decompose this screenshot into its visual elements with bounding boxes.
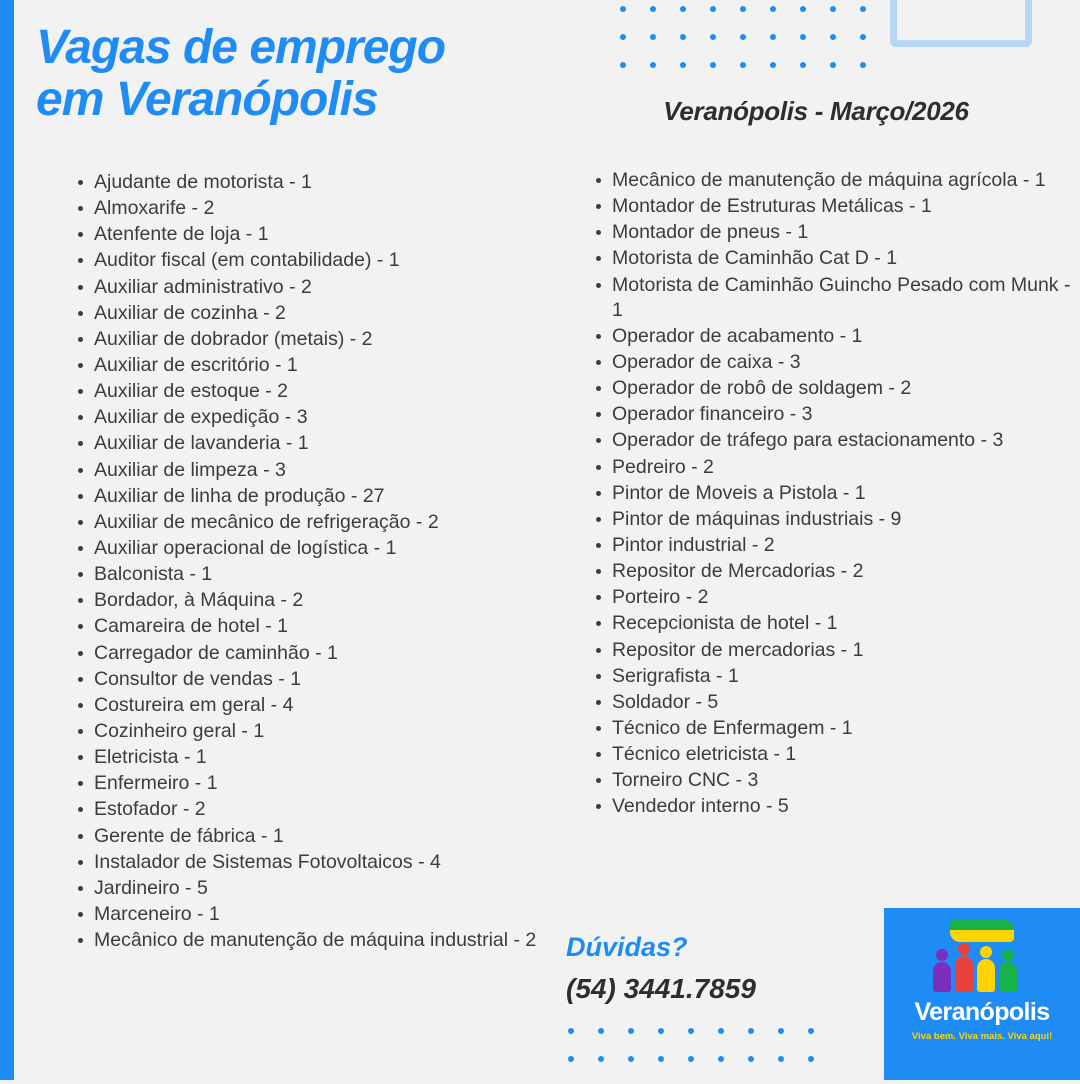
- job-list-item: Operador de tráfego para estacionamento - 3: [596, 428, 1080, 453]
- dot: [568, 1028, 574, 1034]
- dot: [628, 1056, 634, 1062]
- left-accent-bar: [0, 0, 14, 1080]
- decorative-bracket-shape: [890, 0, 1032, 47]
- flag-icon: [950, 920, 1014, 942]
- subtitle: Veranópolis - Março/2026: [663, 96, 969, 126]
- job-list-item: Balconista - 1: [78, 562, 568, 587]
- dot: [748, 1028, 754, 1034]
- dot: [740, 34, 746, 40]
- dot: [628, 1028, 634, 1034]
- dot: [800, 6, 806, 12]
- job-list-item: Auxiliar de cozinha - 2: [78, 301, 568, 326]
- job-list-item: Auxiliar de expedição - 3: [78, 405, 568, 430]
- dot: [808, 1056, 814, 1062]
- job-list-item: Cozinheiro geral - 1: [78, 719, 568, 744]
- dot: [748, 1056, 754, 1062]
- job-list-item: Técnico eletricista - 1: [596, 742, 1080, 767]
- dot: [680, 6, 686, 12]
- page-title-line-1: Vagas de emprego: [36, 21, 446, 74]
- dot: [688, 1056, 694, 1062]
- job-list-item: Operador de caixa - 3: [596, 350, 1080, 375]
- job-list-item: Consultor de vendas - 1: [78, 667, 568, 692]
- job-list-item: Montador de Estruturas Metálicas - 1: [596, 194, 1080, 219]
- dot: [710, 62, 716, 68]
- job-list-item: Pintor de máquinas industriais - 9: [596, 507, 1080, 532]
- job-list-item: Almoxarife - 2: [78, 196, 568, 221]
- dot: [800, 34, 806, 40]
- job-list-item: Repositor de mercadorias - 1: [596, 638, 1080, 663]
- job-list-item: Porteiro - 2: [596, 585, 1080, 610]
- dot: [658, 1028, 664, 1034]
- decorative-dot-grid-bottom: [568, 1028, 838, 1084]
- dot: [680, 34, 686, 40]
- job-list-item: Carregador de caminhão - 1: [78, 641, 568, 666]
- contact-block: [566, 932, 756, 1005]
- contact-phone: (54) 3441.7859: [566, 973, 756, 1004]
- dot: [770, 6, 776, 12]
- dot: [778, 1028, 784, 1034]
- page-title-line-2: em Veranópolis: [36, 72, 378, 126]
- dot: [598, 1028, 604, 1034]
- dot: [620, 6, 626, 12]
- logo-tagline: Viva bem. Viva mais. Viva aqui!: [911, 1031, 1053, 1042]
- job-list-item: Vendedor interno - 5: [596, 794, 1080, 819]
- person-figure-icon: [933, 962, 951, 992]
- job-list-item: Motorista de Caminhão Cat D - 1: [596, 246, 1080, 271]
- logo-mark-icon: [884, 908, 1080, 996]
- job-list-item: Soldador - 5: [596, 690, 1080, 715]
- job-list-item: Auxiliar de linha de produção - 27: [78, 484, 568, 509]
- job-list-item: Recepcionista de hotel - 1: [596, 611, 1080, 636]
- job-list-item: Auxiliar de limpeza - 3: [78, 458, 568, 483]
- job-list-left-column: [52, 170, 568, 954]
- job-list-item: Camareira de hotel - 1: [78, 614, 568, 639]
- job-list-item: Montador de pneus - 1: [596, 220, 1080, 245]
- dot: [770, 34, 776, 40]
- dot: [650, 34, 656, 40]
- dot: [830, 62, 836, 68]
- job-list-item: Auxiliar de dobrador (metais) - 2: [78, 327, 568, 352]
- logo-name: Veranópolis: [914, 998, 1050, 1026]
- job-list-item: Auditor fiscal (em contabilidade) - 1: [78, 248, 568, 273]
- job-list-item: Auxiliar de mecânico de refrigeração - 2: [78, 510, 568, 535]
- job-list-item: Jardineiro - 5: [78, 876, 568, 901]
- dot: [740, 6, 746, 12]
- job-list-item: Auxiliar de lavanderia - 1: [78, 431, 568, 456]
- dot: [650, 6, 656, 12]
- dot: [860, 6, 866, 12]
- job-list-item: Pintor industrial - 2: [596, 533, 1080, 558]
- job-list-item: Marceneiro - 1: [78, 902, 568, 927]
- people-icon: [927, 944, 1037, 992]
- dot: [800, 62, 806, 68]
- dot: [688, 1028, 694, 1034]
- dot: [598, 1056, 604, 1062]
- job-list-item: Gerente de fábrica - 1: [78, 824, 568, 849]
- dot: [620, 62, 626, 68]
- dot: [830, 34, 836, 40]
- dot: [830, 6, 836, 12]
- person-figure-icon: [999, 962, 1017, 992]
- person-figure-icon: [977, 959, 995, 992]
- job-list-item: Motorista de Caminhão Guincho Pesado com Munk - 1: [596, 273, 1080, 323]
- dot: [680, 62, 686, 68]
- dot: [710, 6, 716, 12]
- page-title: [36, 22, 556, 126]
- dot: [770, 62, 776, 68]
- job-list-item: Eletricista - 1: [78, 745, 568, 770]
- job-list-item: Estofador - 2: [78, 797, 568, 822]
- dot: [778, 1056, 784, 1062]
- job-list-item: Repositor de Mercadorias - 2: [596, 559, 1080, 584]
- dot: [650, 62, 656, 68]
- job-list-item: Técnico de Enfermagem - 1: [596, 716, 1080, 741]
- job-list-item: Mecânico de manutenção de máquina industrial - 2: [78, 928, 568, 953]
- contact-question: Dúvidas?: [566, 932, 688, 962]
- dot: [860, 62, 866, 68]
- job-list-item: Operador financeiro - 3: [596, 402, 1080, 427]
- dot: [710, 34, 716, 40]
- dot: [718, 1028, 724, 1034]
- job-list-item: Auxiliar operacional de logística - 1: [78, 536, 568, 561]
- job-list-item: Operador de acabamento - 1: [596, 324, 1080, 349]
- dot: [718, 1056, 724, 1062]
- dot: [620, 34, 626, 40]
- job-list-item: Operador de robô de soldagem - 2: [596, 376, 1080, 401]
- job-list-item: Ajudante de motorista - 1: [78, 170, 568, 195]
- job-list-item: Torneiro CNC - 3: [596, 768, 1080, 793]
- dot: [568, 1056, 574, 1062]
- job-list-item: Pintor de Moveis a Pistola - 1: [596, 481, 1080, 506]
- job-list-item: Costureira em geral - 4: [78, 693, 568, 718]
- job-list-right-column: [570, 168, 1080, 821]
- job-list-item: Bordador, à Máquina - 2: [78, 588, 568, 613]
- job-list-item: Auxiliar de estoque - 2: [78, 379, 568, 404]
- veranopolis-logo: [884, 908, 1080, 1080]
- decorative-dot-grid-top: [620, 6, 890, 90]
- dot: [860, 34, 866, 40]
- job-list-item: Enfermeiro - 1: [78, 771, 568, 796]
- job-list-item: Mecânico de manutenção de máquina agrícola - 1: [596, 168, 1080, 193]
- job-list-item: Serigrafista - 1: [596, 664, 1080, 689]
- dot: [808, 1028, 814, 1034]
- job-list-item: Auxiliar administrativo - 2: [78, 275, 568, 300]
- job-list-item: Atenfente de loja - 1: [78, 222, 568, 247]
- dot: [658, 1056, 664, 1062]
- dot: [740, 62, 746, 68]
- person-figure-icon: [955, 956, 973, 992]
- job-list-item: Instalador de Sistemas Fotovoltaicos - 4: [78, 850, 568, 875]
- job-list-item: Pedreiro - 2: [596, 455, 1080, 480]
- job-list-item: Auxiliar de escritório - 1: [78, 353, 568, 378]
